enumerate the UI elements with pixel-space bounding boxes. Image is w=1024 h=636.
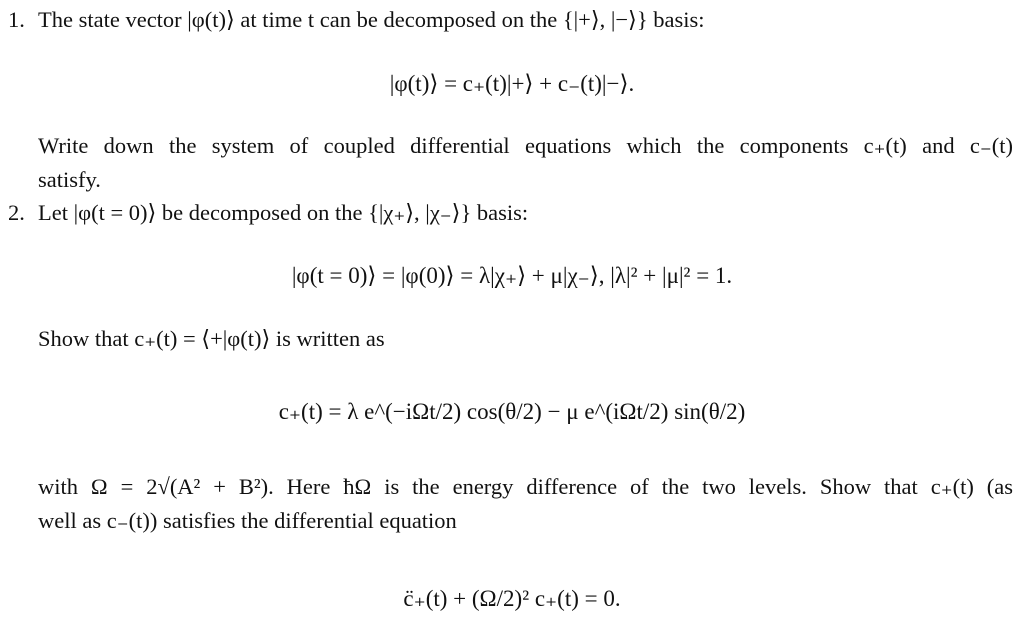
item-1-paragraph-line-2: satisfy.: [38, 167, 101, 192]
initial-state-equation: |φ(t = 0)⟩ = |φ(0)⟩ = λ|χ₊⟩ + μ|χ₋⟩, |λ|² + |μ|² = 1.: [291, 263, 733, 288]
item-2-intro: Let |φ(t = 0)⟩ be decomposed on the {|χ₊⟩, |χ₋⟩} basis:: [38, 200, 529, 225]
item-number-1: 1.: [8, 7, 25, 32]
omega-definition-line-2: well as c₋(t)) satisfies the differential equation: [38, 508, 457, 533]
state-vector-equation: |φ(t)⟩ = c₊(t)|+⟩ + c₋(t)|−⟩.: [389, 71, 635, 96]
differential-equation: c̈₊(t) + (Ω/2)² c₊(t) = 0.: [403, 586, 621, 611]
show-that-line: Show that c₊(t) = ⟨+|φ(t)⟩ is written as: [38, 326, 385, 351]
item-number-2: 2.: [8, 200, 25, 225]
item-1-intro: The state vector |φ(t)⟩ at time t can be decomposed on the {|+⟩, |−⟩} basis:: [38, 7, 705, 32]
omega-definition-line-1: with Ω = 2√(A² + B²). Here ħΩ is the energy difference of the two levels. Show that c₊(t) (as: [38, 474, 1013, 499]
item-1-paragraph-line-1: Write down the system of coupled differential equations which the components c₊(t) and c₋(t): [38, 133, 1013, 158]
c-plus-solution-equation: c₊(t) = λ e^(−iΩt/2) cos(θ/2) − μ e^(iΩt/2) sin(θ/2): [278, 399, 746, 424]
